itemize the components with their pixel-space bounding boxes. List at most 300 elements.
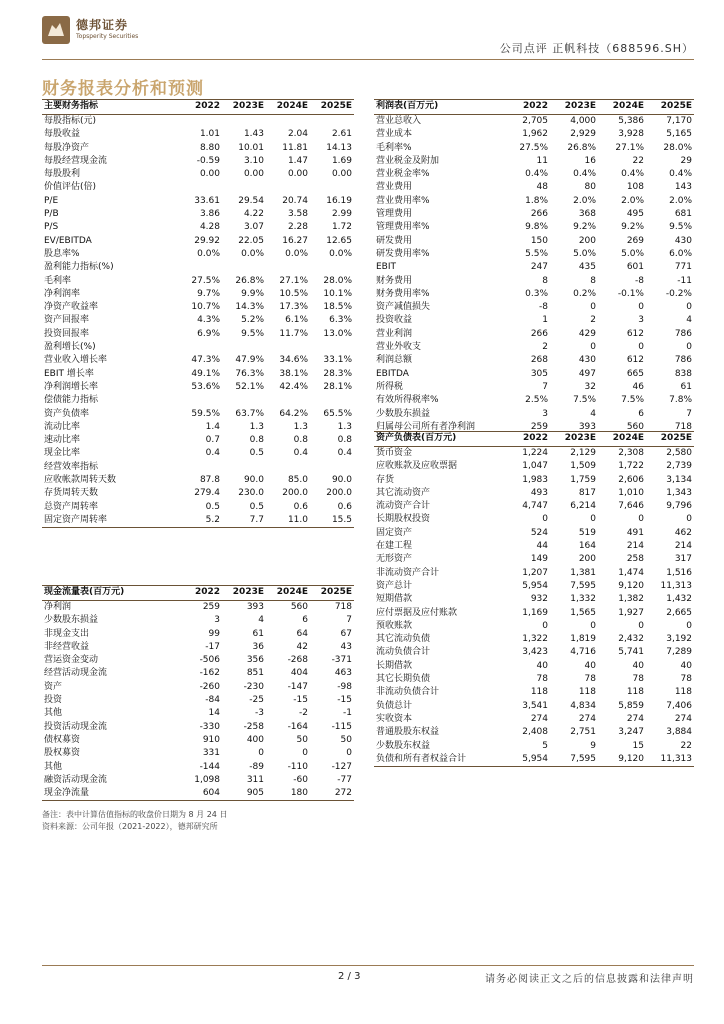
cell-value: 65.5%	[323, 408, 352, 419]
cell-value: 1,010	[618, 487, 644, 498]
table-title: 资产负债表(百万元)	[374, 432, 502, 447]
table-row	[42, 142, 354, 155]
cell-value: 0.00	[243, 169, 264, 180]
cell-value: 0.00	[199, 169, 220, 180]
row-label: 总资产周转率	[44, 501, 99, 512]
year-header: 2023E	[550, 432, 598, 447]
table-row	[374, 115, 694, 129]
row-label: 管理费用率%	[376, 222, 430, 233]
row-label: 营业费用率%	[376, 195, 430, 206]
row-label: 利润总额	[376, 355, 413, 366]
row-label: 非现金支出	[44, 628, 90, 639]
row-label: 流动负债合计	[376, 647, 431, 658]
cell-value: 4.28	[199, 222, 220, 233]
cell-value	[310, 261, 354, 274]
cell-value: 2	[590, 315, 596, 326]
row-label: 营业成本	[376, 129, 413, 140]
cell-value: 0	[638, 302, 644, 313]
cell-value: 0.8	[293, 435, 308, 446]
cell-value: 1.72	[331, 222, 352, 233]
cell-value: 49.1%	[191, 368, 220, 379]
row-label: 净利润率	[44, 288, 81, 299]
table-row	[374, 567, 694, 580]
year-header: 2022	[502, 100, 550, 115]
row-label: 每股净资产	[44, 142, 90, 153]
cell-value: 0.4	[205, 448, 220, 459]
cell-value: 305	[530, 368, 548, 379]
cell-value: 14.13	[326, 142, 352, 153]
cell-value: 3.58	[287, 209, 308, 220]
cell-value: 3.10	[243, 155, 264, 166]
cell-value: 63.7%	[235, 408, 264, 419]
cell-value	[178, 341, 222, 354]
cell-value	[266, 115, 310, 129]
cell-value: 50	[340, 734, 352, 745]
cell-value: -1	[343, 708, 352, 719]
table-row	[42, 288, 354, 301]
cell-value: 0	[590, 514, 596, 525]
cell-value: 32	[584, 381, 596, 392]
table-row	[374, 753, 694, 767]
cell-value: 78	[584, 674, 596, 685]
row-label: 在建工程	[376, 541, 413, 552]
year-header: 2022	[502, 432, 550, 447]
section-title: 财务报表分析和预测	[42, 79, 204, 99]
cell-value: 2,580	[666, 448, 692, 458]
cell-value: 5,741	[618, 647, 644, 658]
cell-value: 90.0	[331, 475, 352, 486]
row-label: 盈利增长(%)	[44, 342, 96, 353]
cell-value: 0	[638, 342, 644, 353]
row-label: 净资产收益率	[44, 302, 99, 313]
cell-value: 1.4	[205, 421, 220, 432]
cell-value: 46	[632, 381, 644, 392]
cell-value: 7,595	[570, 580, 596, 591]
cell-value: 5.0%	[573, 248, 596, 259]
cell-value: 143	[674, 182, 692, 193]
cell-value: 22.05	[238, 235, 264, 246]
cell-value: -84	[205, 695, 220, 706]
cell-value: 6.9%	[197, 328, 220, 339]
cell-value: 1	[542, 315, 548, 326]
cell-value: 560	[626, 421, 644, 432]
cell-value: 6	[302, 615, 308, 626]
page-header	[42, 14, 694, 54]
table-row	[42, 275, 354, 288]
row-label: 负债和所有者权益合计	[374, 753, 502, 767]
table-row	[374, 607, 694, 620]
cell-value: 1,759	[570, 474, 596, 485]
table-row	[374, 368, 694, 381]
row-label: 经营效率指标	[44, 461, 99, 472]
cell-value: 1,819	[570, 634, 596, 645]
row-label: 其它流动负债	[376, 634, 431, 645]
table-row	[42, 314, 354, 327]
cell-value: 0.0%	[285, 248, 308, 259]
cell-value: 28.3%	[323, 368, 352, 379]
row-label: 存货	[376, 474, 395, 485]
cell-value: 1,047	[522, 461, 548, 472]
cell-value: -3	[255, 708, 264, 719]
cell-value: 681	[674, 209, 692, 220]
table-row	[42, 707, 354, 720]
legal-disclaimer: 请务必阅读正文之后的信息披露和法律声明	[485, 974, 694, 985]
cell-value: 10.7%	[191, 302, 220, 313]
row-label: 净利润增长率	[44, 381, 99, 392]
cell-value: 1,962	[522, 129, 548, 140]
year-header: 2025E	[310, 586, 354, 601]
cell-value: 7,595	[550, 753, 598, 767]
cell-value: 430	[674, 235, 692, 246]
cell-value: 11.81	[282, 142, 308, 153]
cell-value: 8	[590, 275, 596, 286]
table-row	[42, 394, 354, 407]
cell-value: 1.47	[287, 155, 308, 166]
table-row	[374, 513, 694, 526]
cell-value: 9,120	[618, 580, 644, 591]
row-label: EBIT 增长率	[44, 368, 94, 379]
cell-value: 10.5%	[279, 288, 308, 299]
table-row	[374, 447, 694, 461]
cell-value	[310, 341, 354, 354]
cell-value: -98	[337, 681, 352, 692]
year-header: 2024E	[598, 100, 646, 115]
cell-value: 1,322	[522, 634, 548, 645]
cell-value: 50	[296, 734, 308, 745]
logo-text-en: Topsperity Securities	[76, 33, 139, 40]
table-row	[42, 354, 354, 367]
cell-value: 87.8	[199, 475, 220, 486]
row-label: 现金净流量	[42, 787, 178, 801]
row-label: 资产	[44, 681, 63, 692]
cell-value: 5,165	[666, 129, 692, 140]
cell-value: 4	[590, 408, 596, 419]
cell-value: 1,722	[618, 461, 644, 472]
cell-value: 1,207	[522, 567, 548, 578]
cell-value: 4,000	[570, 116, 596, 126]
cell-value: 15	[632, 740, 644, 751]
cell-value: 38.1%	[279, 368, 308, 379]
row-label: P/E	[44, 195, 59, 206]
table-row	[374, 261, 694, 274]
table-row	[374, 660, 694, 673]
cell-value: 0	[542, 620, 548, 631]
cell-value: 462	[674, 527, 692, 538]
cell-value: 2	[542, 342, 548, 353]
cell-value: 7	[542, 381, 548, 392]
cell-value: 15.5	[310, 514, 354, 528]
year-header: 2023E	[550, 100, 598, 115]
cell-value: 7.5%	[573, 395, 596, 406]
row-label: 营业收入增长率	[44, 355, 108, 366]
income-statement-table	[374, 99, 694, 434]
table-row	[374, 408, 694, 421]
cell-value: 3,541	[522, 700, 548, 711]
cell-value: -164	[287, 721, 308, 732]
cell-value: 1.69	[331, 155, 352, 166]
cell-value: 0.2%	[573, 288, 596, 299]
cell-value: 200	[578, 235, 596, 246]
row-label: 速动比率	[44, 435, 81, 446]
cell-value: -144	[199, 761, 220, 772]
row-label: 营运资金变动	[44, 655, 99, 666]
cell-value: 1,474	[618, 567, 644, 578]
cell-value: 9,796	[666, 501, 692, 512]
cell-value: 78	[632, 674, 644, 685]
cell-value: 604	[178, 787, 222, 801]
row-label: 股息率%	[44, 248, 80, 259]
cell-value: 0	[590, 302, 596, 313]
table-row	[374, 633, 694, 646]
logo-text-cn: 德邦证券	[76, 18, 129, 32]
row-label: 毛利率%	[376, 142, 412, 153]
cell-value: 4,834	[570, 700, 596, 711]
cell-value: -77	[337, 774, 352, 785]
table-row	[374, 460, 694, 473]
cell-value: 33.61	[194, 195, 220, 206]
cell-value	[178, 394, 222, 407]
table-title: 现金流量表(百万元)	[42, 586, 178, 601]
cell-value: 11,313	[660, 580, 692, 591]
row-label: 营业总收入	[376, 116, 422, 126]
cell-value	[222, 394, 266, 407]
row-label: 归属母公司所有者净利润	[376, 421, 476, 432]
cell-value: 0.6	[337, 501, 352, 512]
cell-value: 4.3%	[197, 315, 220, 326]
cell-value: 200	[578, 554, 596, 565]
cell-value: 266	[530, 209, 548, 220]
page-number: 2 / 3	[338, 971, 361, 982]
year-header: 2025E	[310, 100, 354, 115]
cell-value: 817	[578, 487, 596, 498]
cell-value: 9,120	[598, 753, 646, 767]
cell-value: 0	[686, 620, 692, 631]
cell-value: 771	[674, 262, 692, 273]
table-row	[42, 421, 354, 434]
cell-value: 48	[536, 182, 548, 193]
cell-value: -371	[331, 655, 352, 666]
cell-value: 5	[542, 740, 548, 751]
cell-value: 10.01	[238, 142, 264, 153]
table-title: 利润表(百万元)	[374, 100, 502, 115]
cell-value: 11.7%	[279, 328, 308, 339]
cell-value: 851	[246, 668, 264, 679]
table-row	[42, 641, 354, 654]
cell-value: 1.3	[293, 421, 308, 432]
cell-value: 0	[638, 514, 644, 525]
cell-value: 0.00	[331, 169, 352, 180]
cell-value: 259	[202, 602, 220, 612]
row-label: 资产总计	[376, 580, 413, 591]
report-info: 公司点评 正帆科技（688596.SH）	[499, 42, 694, 55]
cell-value: 259	[530, 421, 548, 432]
row-label: 现金比率	[44, 448, 81, 459]
row-label: 非流动资产合计	[376, 567, 440, 578]
row-label: 流动比率	[44, 421, 81, 432]
cell-value: 29	[680, 155, 692, 166]
cell-value: 2.0%	[669, 195, 692, 206]
cell-value: 40	[680, 660, 692, 671]
cell-value: 7,170	[666, 116, 692, 126]
row-label: 实收资本	[376, 713, 413, 724]
cell-value: -8	[635, 275, 644, 286]
table-header-row	[42, 100, 354, 115]
cell-value: -25	[249, 695, 264, 706]
table-row	[42, 155, 354, 168]
cell-value: 3,928	[618, 129, 644, 140]
table-row	[374, 128, 694, 141]
cell-value: 665	[626, 368, 644, 379]
cell-value: 33.1%	[323, 355, 352, 366]
cell-value: 44	[536, 541, 548, 552]
company-logo	[42, 14, 162, 50]
row-label: 其它流动资产	[376, 487, 431, 498]
table-row	[374, 713, 694, 726]
cell-value: 2.28	[287, 222, 308, 233]
cell-value: 269	[626, 235, 644, 246]
cell-value: 16	[584, 155, 596, 166]
cell-value: 2,408	[522, 727, 548, 738]
table-row	[374, 726, 694, 739]
cell-value: 1.43	[243, 129, 264, 140]
table-row	[42, 787, 354, 801]
cell-value: 0	[686, 302, 692, 313]
cell-value	[310, 115, 354, 129]
cell-value: 5.2	[178, 514, 222, 528]
cell-value: 6,214	[570, 501, 596, 512]
cell-value: 9.5%	[241, 328, 264, 339]
table-row	[42, 128, 354, 141]
cell-value: 3,192	[666, 634, 692, 645]
cell-value: 1,983	[522, 474, 548, 485]
cell-value: 7	[346, 615, 352, 626]
table-row	[42, 261, 354, 274]
cell-value: 5.5%	[525, 248, 548, 259]
cell-value: 9.8%	[525, 222, 548, 233]
cell-value: -110	[287, 761, 308, 772]
cell-value: 2.5%	[525, 395, 548, 406]
table-notes	[42, 809, 227, 833]
row-label: 资产减值损失	[376, 302, 431, 313]
table-row	[374, 221, 694, 234]
year-header: 2022	[178, 586, 222, 601]
cell-value	[178, 261, 222, 274]
cell-value: 10.1%	[323, 288, 352, 299]
cell-value: 42	[296, 641, 308, 652]
year-header: 2024E	[598, 432, 646, 447]
cell-value: 27.1%	[279, 275, 308, 286]
table-row	[42, 408, 354, 421]
cell-value	[178, 181, 222, 194]
table-row	[374, 673, 694, 686]
cell-value: 1.8%	[525, 195, 548, 206]
cell-value: -89	[249, 761, 264, 772]
cell-value: -506	[199, 655, 220, 666]
row-label: 其他	[44, 761, 63, 772]
cell-value	[310, 181, 354, 194]
cell-value: 612	[626, 355, 644, 366]
cell-value: -115	[331, 721, 352, 732]
cell-value: 0	[590, 342, 596, 353]
cell-value: 9.7%	[197, 288, 220, 299]
header-divider	[42, 59, 694, 60]
table-row	[374, 288, 694, 301]
table-row	[374, 686, 694, 699]
cell-value: 429	[578, 328, 596, 339]
cell-value: 40	[632, 660, 644, 671]
table-row	[374, 646, 694, 659]
row-label: 投资	[44, 695, 63, 706]
cell-value: -0.2%	[665, 288, 692, 299]
cell-value: 932	[530, 594, 548, 605]
cell-value: 59.5%	[191, 408, 220, 419]
cell-value	[222, 261, 266, 274]
cell-value: 5,386	[618, 116, 644, 126]
cell-value: 8	[542, 275, 548, 286]
cell-value	[266, 394, 310, 407]
cell-value: 90.0	[243, 475, 264, 486]
cell-value	[310, 461, 354, 474]
row-label: 少数股东损益	[376, 408, 431, 419]
cell-value: 0.00	[287, 169, 308, 180]
cell-value: 118	[626, 687, 644, 698]
cell-value: 42.4%	[279, 381, 308, 392]
row-label: 投资收益	[376, 315, 413, 326]
cell-value: 2,606	[618, 474, 644, 485]
cell-value: 0.7	[205, 435, 220, 446]
cell-value: 214	[626, 541, 644, 552]
cell-value: 3	[542, 408, 548, 419]
row-label: 短期借款	[376, 594, 413, 605]
cell-value: 14	[208, 708, 220, 719]
row-label: 流动资产合计	[376, 501, 431, 512]
table-row	[42, 301, 354, 314]
table-row	[374, 474, 694, 487]
cell-value	[178, 461, 222, 474]
table-row	[374, 580, 694, 593]
cell-value: 2,432	[618, 634, 644, 645]
row-label: 非经营收益	[44, 641, 90, 652]
cell-value: 180	[266, 787, 310, 801]
cell-value: 150	[530, 235, 548, 246]
row-label: 投资回报率	[44, 328, 90, 339]
cell-value: 7	[686, 408, 692, 419]
cell-value: 272	[310, 787, 354, 801]
table-row	[42, 115, 354, 129]
cell-value: 279.4	[194, 488, 220, 499]
row-label: 融资活动现金流	[44, 774, 108, 785]
cashflow-table	[42, 585, 354, 801]
table-row	[42, 487, 354, 500]
row-label: 财务费用	[376, 275, 413, 286]
cell-value: 2.0%	[621, 195, 644, 206]
cell-value: 1,098	[194, 774, 220, 785]
cell-value: 27.1%	[615, 142, 644, 153]
cell-value: 1,432	[666, 594, 692, 605]
row-label: 有效所得税率%	[376, 395, 439, 406]
cell-value: 0.0%	[329, 248, 352, 259]
cell-value: 1,565	[570, 607, 596, 618]
cell-value: 463	[334, 668, 352, 679]
cell-value: 9	[590, 740, 596, 751]
cell-value: 3.07	[243, 222, 264, 233]
logo-emblem-icon	[42, 16, 70, 44]
cell-value: 3,884	[666, 727, 692, 738]
cell-value: 311	[246, 774, 264, 785]
cell-value	[222, 341, 266, 354]
table-row	[374, 275, 694, 288]
cell-value: 910	[202, 734, 220, 745]
